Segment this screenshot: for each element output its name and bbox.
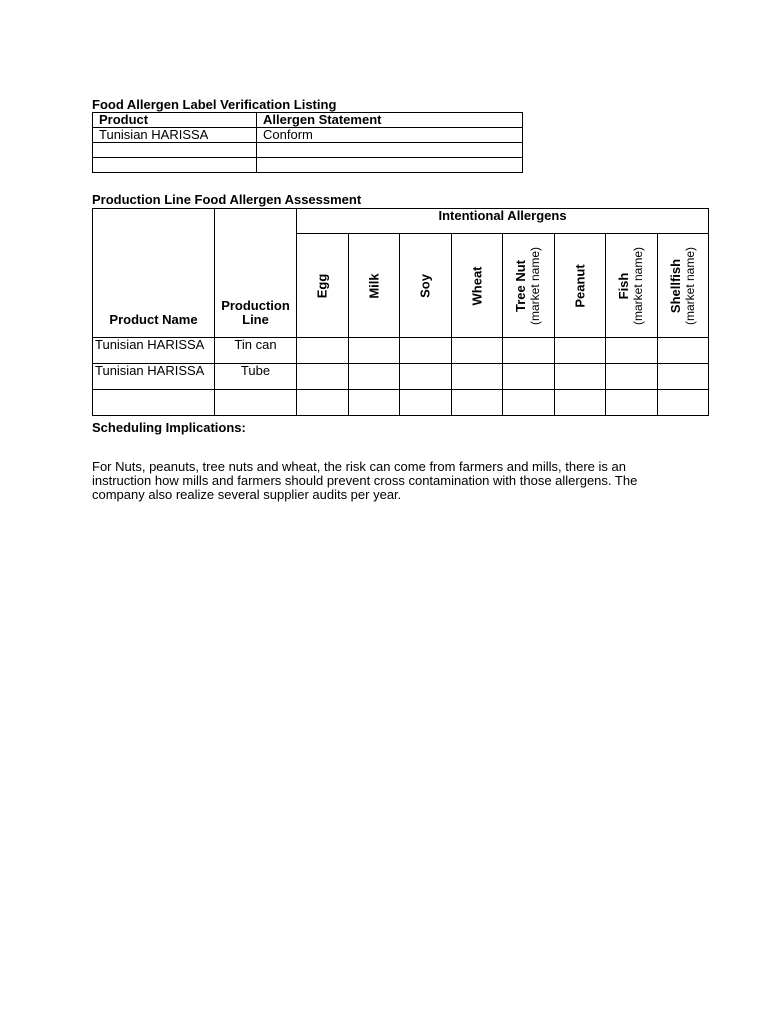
cell-allergen	[348, 364, 400, 390]
cell-statement	[257, 143, 523, 158]
cell-allergen	[554, 338, 606, 364]
scheduling-title: Scheduling Implications:	[92, 420, 246, 435]
allergen-header-egg	[297, 234, 349, 338]
allergen-header-tree-nut	[503, 234, 555, 338]
allergen-header-soy	[400, 234, 452, 338]
cell-allergen	[606, 390, 658, 416]
header-product-name: Product Name	[93, 209, 215, 338]
cell-allergen	[297, 364, 349, 390]
table-row	[93, 143, 523, 158]
cell-allergen	[451, 364, 503, 390]
cell-product	[93, 158, 257, 173]
cell-product: Tunisian HARISSA	[93, 128, 257, 143]
header-intentional-allergens: Intentional Allergens	[297, 209, 709, 234]
table-row	[93, 390, 709, 416]
verification-table	[92, 112, 523, 173]
cell-allergen	[400, 364, 452, 390]
cell-production-line: Tin can	[215, 338, 297, 364]
cell-allergen	[451, 338, 503, 364]
table-row	[93, 364, 709, 390]
cell-allergen	[348, 390, 400, 416]
allergen-header-milk	[348, 234, 400, 338]
cell-allergen	[606, 364, 658, 390]
cell-allergen	[657, 338, 709, 364]
allergen-header-shellfish	[657, 234, 709, 338]
cell-product	[93, 143, 257, 158]
cell-statement	[257, 158, 523, 173]
cell-production-line: Tube	[215, 364, 297, 390]
allergen-header-peanut	[554, 234, 606, 338]
allergen-name: Fish	[616, 272, 632, 299]
allergen-name: Egg	[314, 273, 330, 298]
allergen-name: Wheat	[469, 266, 485, 305]
cell-allergen	[451, 390, 503, 416]
cell-product-name	[93, 390, 215, 416]
scheduling-text: For Nuts, peanuts, tree nuts and wheat, the risk can come from farmers and mills, there is an instruction how mills and farmers should prevent cross contamination with those allergens. The company also realize several supplier audits per year.	[92, 459, 638, 502]
table-row	[93, 128, 523, 143]
allergen-name: Shellfish	[667, 258, 683, 313]
cell-statement: Conform	[257, 128, 523, 143]
cell-allergen	[503, 364, 555, 390]
allergen-name: Tree Nut	[513, 259, 529, 312]
cell-allergen	[657, 364, 709, 390]
assessment-table	[92, 208, 709, 416]
cell-allergen	[554, 364, 606, 390]
cell-allergen	[503, 390, 555, 416]
cell-allergen	[400, 338, 452, 364]
allergen-name: Peanut	[572, 263, 588, 308]
group-header-row	[93, 209, 709, 234]
table-row	[93, 338, 709, 364]
allergen-note: (market name)	[631, 246, 646, 325]
assessment-title: Production Line Food Allergen Assessment	[92, 192, 362, 207]
cell-production-line	[215, 390, 297, 416]
cell-product-name: Tunisian HARISSA	[93, 364, 215, 390]
header-product: Product	[93, 113, 257, 128]
cell-allergen	[348, 338, 400, 364]
allergen-header-fish	[606, 234, 658, 338]
table-header-row	[93, 113, 523, 128]
header-production-line: Production Line	[215, 209, 297, 338]
allergen-name: Soy	[417, 273, 433, 298]
cell-allergen	[400, 390, 452, 416]
cell-allergen	[503, 338, 555, 364]
table-row	[93, 158, 523, 173]
cell-allergen	[554, 390, 606, 416]
cell-allergen	[606, 338, 658, 364]
allergen-name: Milk	[366, 272, 382, 299]
allergen-note: (market name)	[528, 246, 543, 325]
cell-allergen	[297, 338, 349, 364]
cell-allergen	[657, 390, 709, 416]
cell-allergen	[297, 390, 349, 416]
allergen-header-wheat	[451, 234, 503, 338]
cell-product-name: Tunisian HARISSA	[93, 338, 215, 364]
header-allergen-statement: Allergen Statement	[257, 113, 523, 128]
allergen-note: (market name)	[682, 246, 697, 325]
verification-title: Food Allergen Label Verification Listing	[92, 97, 337, 112]
